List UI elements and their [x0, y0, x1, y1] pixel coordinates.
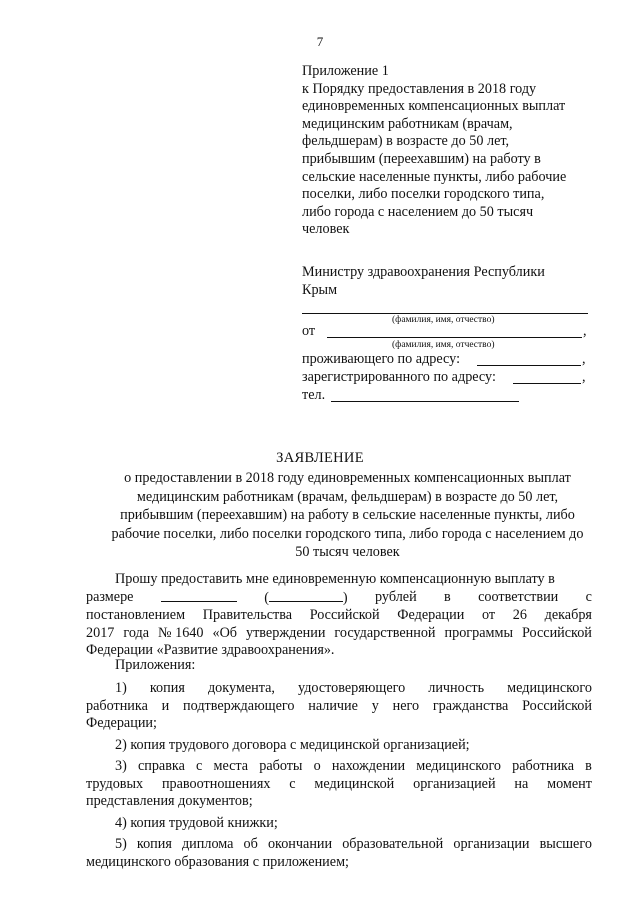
request-line: Прошу предоставить мне единовременную компенсационную выплату в — [115, 571, 555, 587]
appendix-line: прибывшим (переехавшим) на работу в — [302, 150, 541, 167]
item-word: образовательной — [342, 836, 444, 852]
request-word: ) — [342, 589, 348, 606]
request-word: от — [481, 607, 496, 623]
amount-blank[interactable] — [161, 589, 237, 602]
document-title: ЗАЯВЛЕНИЕ — [276, 450, 364, 466]
registered-blank-line[interactable] — [513, 383, 581, 384]
appendix-line: сельские населенные пункты, либо рабочие — [302, 168, 567, 185]
item-word: об — [243, 836, 258, 852]
appendix-line: либо города с населением до 50 тысяч — [302, 203, 534, 220]
item-word: Российской — [522, 697, 592, 714]
item-word: работы — [259, 758, 303, 774]
appendix-line: поселки, либо поселки городского типа, — [302, 186, 545, 203]
item-word: медицинского — [416, 758, 502, 774]
item-word: диплома — [181, 836, 234, 852]
list-item: 2) копия трудового договора с медицинской организацией; — [115, 736, 470, 753]
fio-caption-2: (фамилия, имя, отчество) — [392, 340, 495, 350]
item-word: о — [313, 758, 321, 774]
item-word: копия — [136, 836, 172, 852]
phone-label: тел. — [302, 387, 326, 403]
item-word: медицинского — [507, 680, 592, 696]
item-word: окончании — [267, 836, 333, 852]
amount-words-blank[interactable] — [269, 589, 343, 602]
residence-label: проживающего по адресу: — [302, 351, 461, 367]
request-word: с — [585, 588, 592, 605]
from-blank-line[interactable] — [327, 337, 582, 338]
appendix-line: медицинским работникам (врачам, — [302, 115, 513, 132]
request-word: постановлением — [86, 607, 186, 623]
item-word: него — [392, 697, 420, 714]
item-word: трудовых — [86, 775, 144, 792]
item-word: 5) — [115, 836, 127, 852]
registered-comma: , — [582, 369, 586, 385]
subtitle-line: о предоставлении в 2018 году единовременных компенсационных выплат — [124, 470, 571, 486]
request-word: рублей — [375, 588, 417, 605]
phone-blank-line[interactable] — [331, 401, 519, 402]
item-word: организации — [453, 836, 530, 852]
item-word: наличие — [308, 697, 358, 714]
item-word: справка — [137, 758, 185, 774]
item-word: нахождении — [331, 758, 406, 774]
from-label: от — [302, 323, 316, 339]
attachments-list — [86, 680, 592, 871]
item-word: работника — [86, 697, 148, 714]
request-line — [86, 607, 592, 625]
request-word: декабря — [544, 607, 592, 623]
list-item: 4) копия трудовой книжки; — [115, 814, 278, 831]
request-word: № 1640 — [158, 624, 204, 641]
registered-label: зарегистрированного по адресу: — [302, 369, 496, 385]
fio-blank-line[interactable] — [302, 313, 588, 314]
list-item-continuation — [86, 776, 592, 794]
appendix-line: Приложение 1 — [302, 63, 389, 79]
addressee-line: Крым — [302, 281, 338, 298]
request-word: программы — [444, 624, 513, 641]
item-word: копия — [149, 680, 185, 696]
request-word: Российской — [309, 607, 380, 623]
addressee-line: Министру здравоохранения Республики — [302, 264, 545, 280]
item-word: подтверждающего — [183, 697, 295, 714]
item-word: у — [371, 697, 379, 714]
item-word: момент — [547, 775, 592, 792]
request-word: в — [444, 588, 451, 605]
appendix-header — [302, 63, 602, 239]
appendix-line: к Порядку предоставления в 2018 году — [302, 80, 537, 97]
list-item-continuation: Федерации; — [86, 715, 157, 731]
attachments-label-text: Приложения: — [115, 657, 196, 673]
item-word: и — [161, 697, 170, 714]
item-word: в — [585, 758, 592, 774]
item-word: с — [289, 775, 296, 792]
document-subtitle — [100, 469, 595, 562]
item-word: правоотношениях — [161, 775, 271, 792]
item-word: с — [196, 758, 203, 774]
item-word: гражданства — [432, 697, 509, 714]
item-word: организацией — [413, 775, 496, 792]
addressee — [302, 264, 602, 299]
request-word: государственной — [334, 624, 436, 641]
list-item — [86, 680, 592, 698]
request-word: 2017 — [86, 624, 115, 641]
list-item-continuation: медицинского образования с приложением; — [86, 853, 349, 870]
request-word: Федерации — [397, 607, 465, 623]
subtitle-line: медицинским работникам (врачам, фельдшерам) в возрасте до 50 лет, — [136, 488, 559, 505]
residence-blank-line[interactable] — [477, 365, 581, 366]
request-word: ( — [264, 589, 269, 606]
subtitle-line: рабочие поселки, либо поселки городского типа, либо города с населением до — [111, 525, 584, 542]
subtitle-line: 50 тысяч человек — [295, 544, 400, 560]
amount-words-group — [264, 589, 347, 608]
appendix-line: единовременных компенсационных выплат — [302, 98, 566, 115]
request-line — [86, 625, 592, 643]
appendix-line: фельдшерам) в возрасте до 50 лет, — [302, 133, 510, 150]
item-word: работника — [512, 758, 575, 774]
request-word: года — [123, 624, 150, 641]
request-word: утверждении — [246, 624, 326, 641]
request-word: 26 — [512, 607, 527, 623]
request-word: Правительства — [202, 607, 293, 623]
item-word: документа, — [207, 680, 275, 696]
item-word: удостоверяющего — [298, 680, 406, 696]
item-word: высшего — [539, 836, 592, 852]
request-word: Российской — [521, 624, 592, 641]
item-word: медицинской — [314, 775, 395, 792]
request-paragraph — [86, 571, 592, 660]
item-word: 3) — [115, 758, 127, 774]
fio-caption: (фамилия, имя, отчество) — [392, 315, 495, 325]
list-item-continuation — [86, 698, 592, 716]
item-word: на — [514, 775, 529, 792]
request-word: размере — [86, 588, 134, 605]
item-word: места — [213, 758, 249, 774]
list-item-continuation: представления документов; — [86, 793, 253, 809]
request-line-amount — [86, 589, 592, 608]
list-item — [86, 836, 592, 854]
attachments-label — [86, 657, 592, 675]
request-line: Федерации «Развитие здравоохранения». — [86, 642, 335, 658]
residence-comma: , — [582, 351, 586, 367]
from-comma: , — [583, 323, 587, 339]
request-word: соответствии — [478, 588, 559, 605]
page-number: 7 — [316, 34, 324, 49]
list-item — [86, 758, 592, 776]
item-word: личность — [428, 680, 485, 696]
request-word: «Об — [212, 624, 238, 641]
subtitle-line: прибывшим (переехавшим) на работу в сельские населенные пункты, либо — [120, 507, 575, 523]
appendix-line: человек — [302, 221, 350, 238]
item-word: 1) — [115, 680, 127, 696]
